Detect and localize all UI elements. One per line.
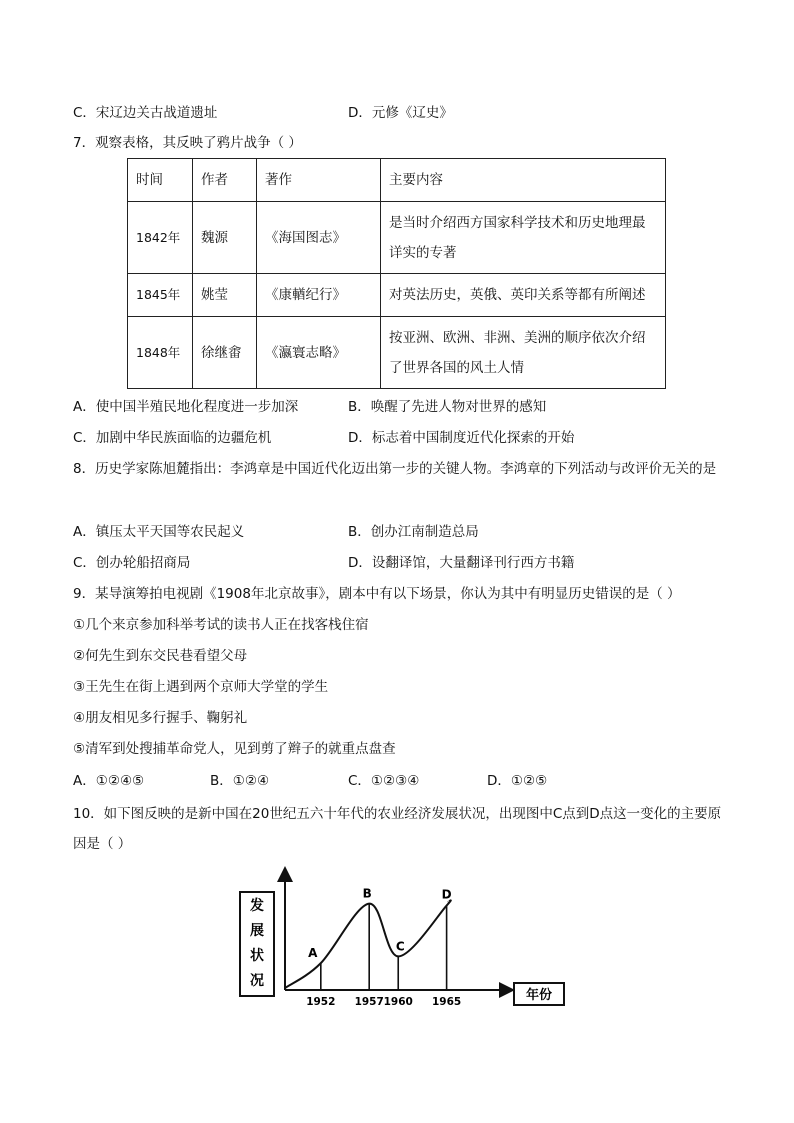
q8-stem: 8．历史学家陈旭麓指出：李鸿章是中国近代化迈出第一步的关键人物。李鸿章的下列活动与改评价无关的是 — [73, 461, 717, 477]
q10-stem: 10．如下图反映的是新中国在20世纪五六十年代的农业经济发展状况，出现图中C点到D点这一变化的主要原因是（ ） — [73, 806, 722, 852]
y-label-char: 状 — [250, 948, 264, 964]
table-row — [128, 317, 666, 389]
y-label-char: 况 — [250, 973, 264, 989]
table-cell-author: 徐继畬 — [193, 317, 257, 389]
agri-development-chart — [237, 866, 577, 1011]
point-label-c: C — [395, 939, 405, 954]
x-tick-label: 1965 — [431, 996, 462, 1008]
q6-option-d[interactable]: D．元修《辽史》 — [348, 105, 453, 121]
table-cell-author: 姚莹 — [193, 274, 257, 317]
x-tick-label: 1957 — [354, 996, 384, 1008]
table-cell-work: 《康輶纪行》 — [257, 274, 381, 317]
table-cell-year: 1845年 — [128, 274, 193, 317]
x-tick-label: 1960 — [383, 996, 413, 1008]
q9-item: ①几个来京参加科举考试的读书人正在找客栈住宿 — [73, 617, 369, 633]
q7-option-c[interactable]: C．加剧中华民族面临的边疆危机 — [73, 430, 272, 446]
table-cell-author: 魏源 — [193, 202, 257, 274]
point-label-b: B — [362, 886, 372, 901]
q9-option-d[interactable]: D．①②⑤ — [487, 773, 548, 789]
y-label-char: 展 — [250, 923, 264, 939]
y-axis-label — [249, 897, 264, 989]
table-header-cell: 作者 — [193, 159, 257, 202]
table-row — [128, 274, 666, 317]
point-label-d: D — [441, 887, 452, 902]
series-line — [285, 900, 451, 988]
table-cell-work: 《瀛寰志略》 — [257, 317, 381, 389]
table-header-cell: 主要内容 — [381, 159, 666, 202]
y-label-char: 发 — [250, 898, 264, 914]
table-header-cell: 著作 — [257, 159, 381, 202]
q8-option-d[interactable]: D．设翻译馆，大量翻译刊行西方书籍 — [348, 555, 575, 571]
table-row — [128, 202, 666, 274]
q9-option-c[interactable]: C．①②③④ — [348, 773, 420, 789]
q8-option-a[interactable]: A．镇压太平天国等农民起义 — [73, 524, 245, 540]
q7-option-a[interactable]: A．使中国半殖民地化程度进一步加深 — [73, 399, 299, 415]
q7-stem: 7．观察表格，其反映了鸦片战争（ ） — [73, 135, 302, 151]
q9-option-a[interactable]: A．①②④⑤ — [73, 773, 145, 789]
table-header-row — [128, 159, 666, 202]
q7-option-d[interactable]: D．标志着中国制度近代化探索的开始 — [348, 430, 575, 446]
table-cell-year: 1848年 — [128, 317, 193, 389]
q9-stem: 9．某导演筹拍电视剧《1908年北京故事》，剧本中有以下场景，你认为其中有明显历史错误的是（ ） — [73, 586, 681, 602]
table-cell-content: 按亚洲、欧洲、非洲、美洲的顺序依次介绍了世界各国的风土人情 — [381, 317, 666, 389]
table-cell-content: 对英法历史，英俄、英印关系等都有所阐述 — [381, 274, 666, 317]
q9-item: ⑤清军到处搜捕革命党人，见到剪了辫子的就重点盘查 — [73, 741, 396, 757]
q9-item: ④朋友相见多行握手、鞠躬礼 — [73, 710, 248, 726]
q9-item: ③王先生在街上遇到两个京师大学堂的学生 — [73, 679, 329, 695]
table-cell-year: 1842年 — [128, 202, 193, 274]
point-label-a: A — [308, 946, 318, 961]
table-header-cell: 时间 — [128, 159, 193, 202]
table-cell-work: 《海国图志》 — [257, 202, 381, 274]
q9-item: ②何先生到东交民巷看望父母 — [73, 648, 248, 664]
q8-option-b[interactable]: B．创办江南制造总局 — [348, 524, 479, 540]
x-axis-label: 年份 — [525, 988, 553, 1003]
q6-option-c[interactable]: C．宋辽边关古战道遗址 — [73, 105, 218, 121]
q7-table — [127, 158, 666, 389]
x-tick-label: 1952 — [306, 996, 336, 1008]
q9-option-b[interactable]: B．①②④ — [210, 773, 270, 789]
table-cell-content: 是当时介绍西方国家科学技术和历史地理最详实的专著 — [381, 202, 666, 274]
q7-option-b[interactable]: B．唤醒了先进人物对世界的感知 — [348, 399, 547, 415]
q8-option-c[interactable]: C．创办轮船招商局 — [73, 555, 191, 571]
